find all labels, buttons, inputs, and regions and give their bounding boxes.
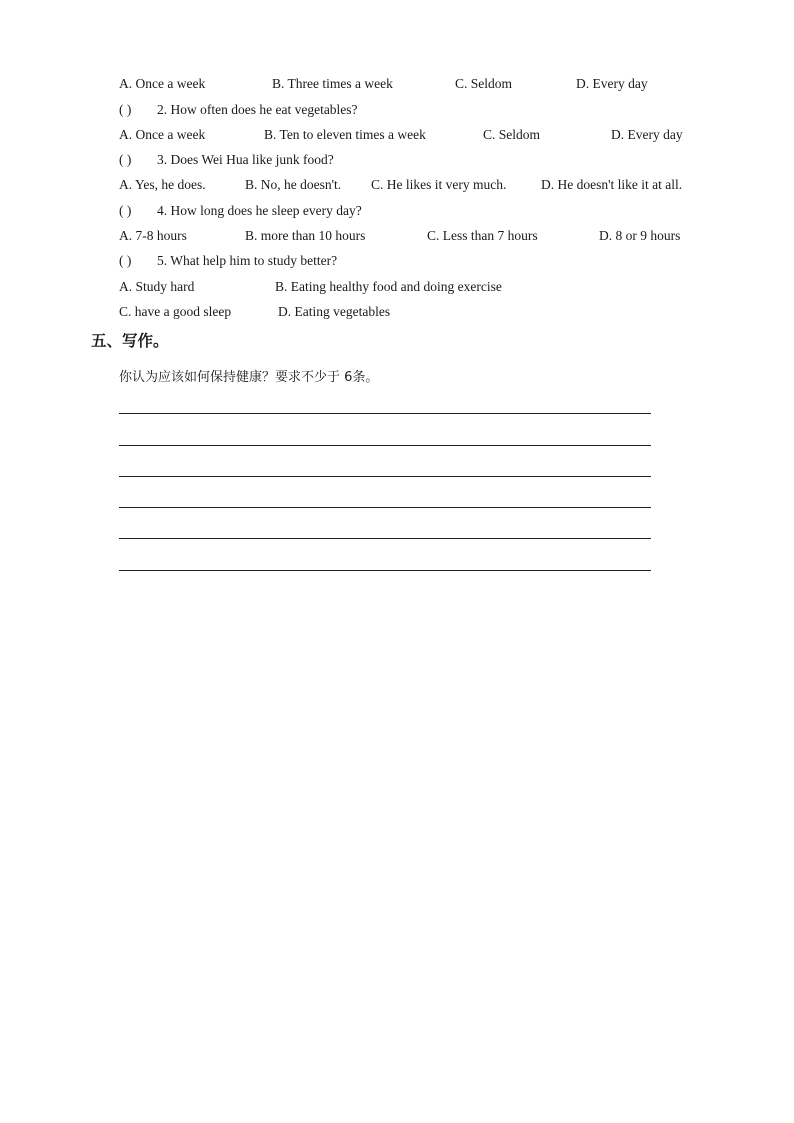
option-c: C. Seldom [483, 127, 541, 142]
option-d: D. 8 or 9 hours [599, 228, 681, 243]
writing-line[interactable] [119, 476, 651, 477]
option-b: B. Three times a week [272, 76, 393, 91]
options-row [0, 175, 794, 195]
question-row [0, 150, 794, 170]
question-row [0, 201, 794, 221]
option-d: D. He doesn't like it at all. [541, 177, 683, 192]
option-a: A. Once a week [119, 76, 206, 91]
option-b: B. Ten to eleven times a week [264, 127, 426, 142]
option-a: A. Study hard [119, 279, 195, 294]
options-row [0, 277, 794, 297]
option-a: A. Yes, he does. [119, 177, 206, 192]
answer-blank[interactable]: ( ) [119, 152, 132, 167]
option-c: C. He likes it very much. [371, 177, 507, 192]
answer-blank[interactable]: ( ) [119, 253, 132, 268]
writing-line[interactable] [119, 507, 651, 508]
option-b: B. more than 10 hours [245, 228, 366, 243]
option-d: D. Eating vegetables [278, 304, 391, 319]
writing-line[interactable] [119, 570, 651, 571]
answer-blank[interactable]: ( ) [119, 203, 132, 218]
option-c: C. have a good sleep [119, 304, 232, 319]
option-c: C. Seldom [455, 76, 513, 91]
option-a: A. 7-8 hours [119, 228, 187, 243]
question-row [0, 100, 794, 120]
writing-prompt: 你认为应该如何保持健康？要求不少于 6条。 [119, 370, 379, 385]
section-heading-writing: 五、写作。 [91, 332, 169, 350]
question-text: 4. How long does he sleep every day? [157, 203, 362, 218]
options-row [0, 125, 794, 145]
options-row [0, 226, 794, 246]
option-d: D. Every day [576, 76, 648, 91]
writing-line[interactable] [119, 445, 651, 446]
question-text: 2. How often does he eat vegetables? [157, 102, 358, 117]
question-text: 5. What help him to study better? [157, 253, 338, 268]
question-text: 3. Does Wei Hua like junk food? [157, 152, 334, 167]
writing-line[interactable] [119, 413, 651, 414]
answer-blank[interactable]: ( ) [119, 102, 132, 117]
writing-line[interactable] [119, 538, 651, 539]
option-a: A. Once a week [119, 127, 206, 142]
option-d: D. Every day [611, 127, 683, 142]
options-row [0, 74, 794, 94]
option-b: B. No, he doesn't. [245, 177, 342, 192]
options-row [0, 302, 794, 322]
option-b: B. Eating healthy food and doing exercise [275, 279, 502, 294]
question-row [0, 251, 794, 271]
option-c: C. Less than 7 hours [427, 228, 538, 243]
